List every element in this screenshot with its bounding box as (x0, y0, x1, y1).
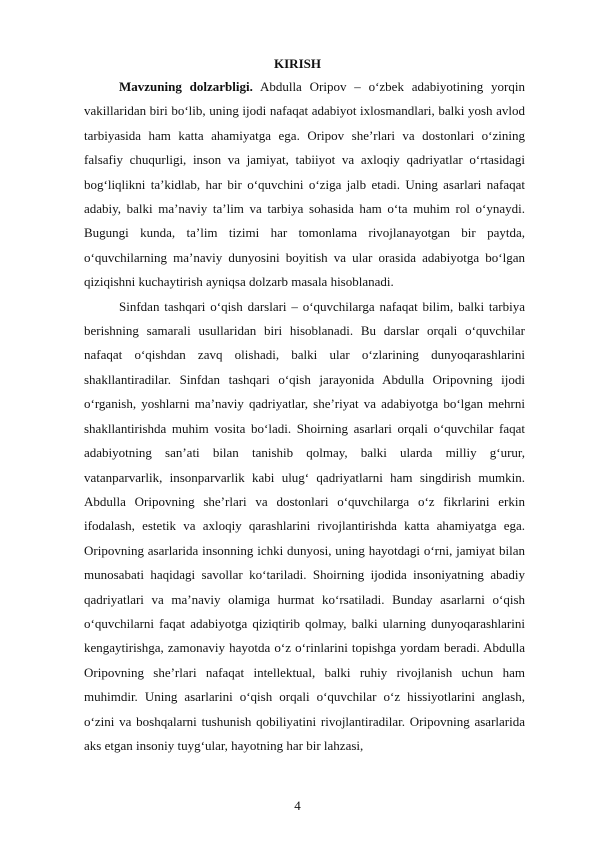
paragraph-text: Sinfdan tashqari o‘qish darslari – o‘quvchilarga nafaqat bilim, balki tarbiya berishning samarali usullaridan biri hisoblanadi. Bu darslar orqali o‘quvchilar nafaqat o‘qishdan zavq olishadi, balki ular o‘zlarining dunyoqarashlarini shakllantiradilar. Sinfdan tashqari o‘qish jarayonida Abdulla Oripovning ijodi o‘rganish, yoshlarni ma’naviy qadriyatlar, she’riyat va adabiyotga bo‘lgan mehrni shakllantirishda muhim vosita bo‘ladi. Shoirning asarlari orqali o‘quvchilar faqat adabiyotning san’ati bilan tanishib qolmay, balki ularda milliy g‘urur, vatanparvarlik, insonparvarlik kabi ulug‘ qadriyatlarni ham singdirish mumkin. Abdulla Oripovning she’rlari va dostonlari o‘quvchilarga o‘z fikrlarini erkin ifodalash, estetik va axloqiy qarashlarini rivojlantirishda katta ahamiyatga ega. Oripovning asarlarida insonning ichki dunyosi, uning hayotdagi o‘rni, jamiyat bilan munosabati haqidagi savollar ko‘tariladi. Shoirning ijodida insoniyatning abadiy qadriyatlari va ma’naviy olamiga hurmat ko‘rsatiladi. Bunday asarlarni o‘qish o‘quvchilarni faqat adabiyotga qiziqtirib qolmay, balki ularning dunyoqarashlarini kengaytirishga, zamonaviy hayotda o‘z o‘rinlarini topishga yordam beradi. Abdulla Oripovning she’rlari nafaqat intellektual, balki ruhiy rivojlanish uchun ham muhimdir. Uning asarlarini o‘qish orqali o‘quvchilar o‘z hissiyotlarini anglash, o‘zini va boshqalarni tushunish qobiliyatini rivojlantiradilar. Oripovning asarlarida aks etgan insoniy tuyg‘ular, hayotning har bir lahzasi, (84, 298, 525, 753)
paragraph-extracurricular-reading (84, 295, 525, 759)
paragraph-relevance (84, 75, 525, 295)
body-text (84, 75, 525, 758)
paragraph-text: Abdulla Oripov – o‘zbek adabiyotining yorqin vakillaridan biri bo‘lib, uning ijodi nafaqat adabiyot ixlosmandlari, balki yosh avlod tarbiyasida ham katta ahamiyatga ega. Oripov she’rlari va dostonlari o‘zining falsafiy chuqurligi, inson va jamiyat, tabiiyot va axloqiy qadriyatlar o‘rtasidagi bog‘liqlikni ta’kidlab, har bir o‘quvchini o‘ziga jalb etadi. Uning asarlari nafaqat adabiy, balki ma’naviy ta’lim va tarbiya sohasida ham o‘ta muhim rol o‘ynaydi. Bugungi kunda, ta’lim tizimi har tomonlama rivojlanayotgan bir paytda, o‘quvchilarning ma’naviy dunyosini boyitish va ular orasida adabiyotga bo‘lgan qiziqishni kuchaytirish ayniqsa dolzarb masala hisoblanadi. (84, 79, 525, 290)
section-heading: KIRISH (274, 56, 321, 71)
paragraph-lead: Mavzuning dolzarbligi. (119, 79, 253, 94)
page-number: 4 (294, 798, 301, 813)
